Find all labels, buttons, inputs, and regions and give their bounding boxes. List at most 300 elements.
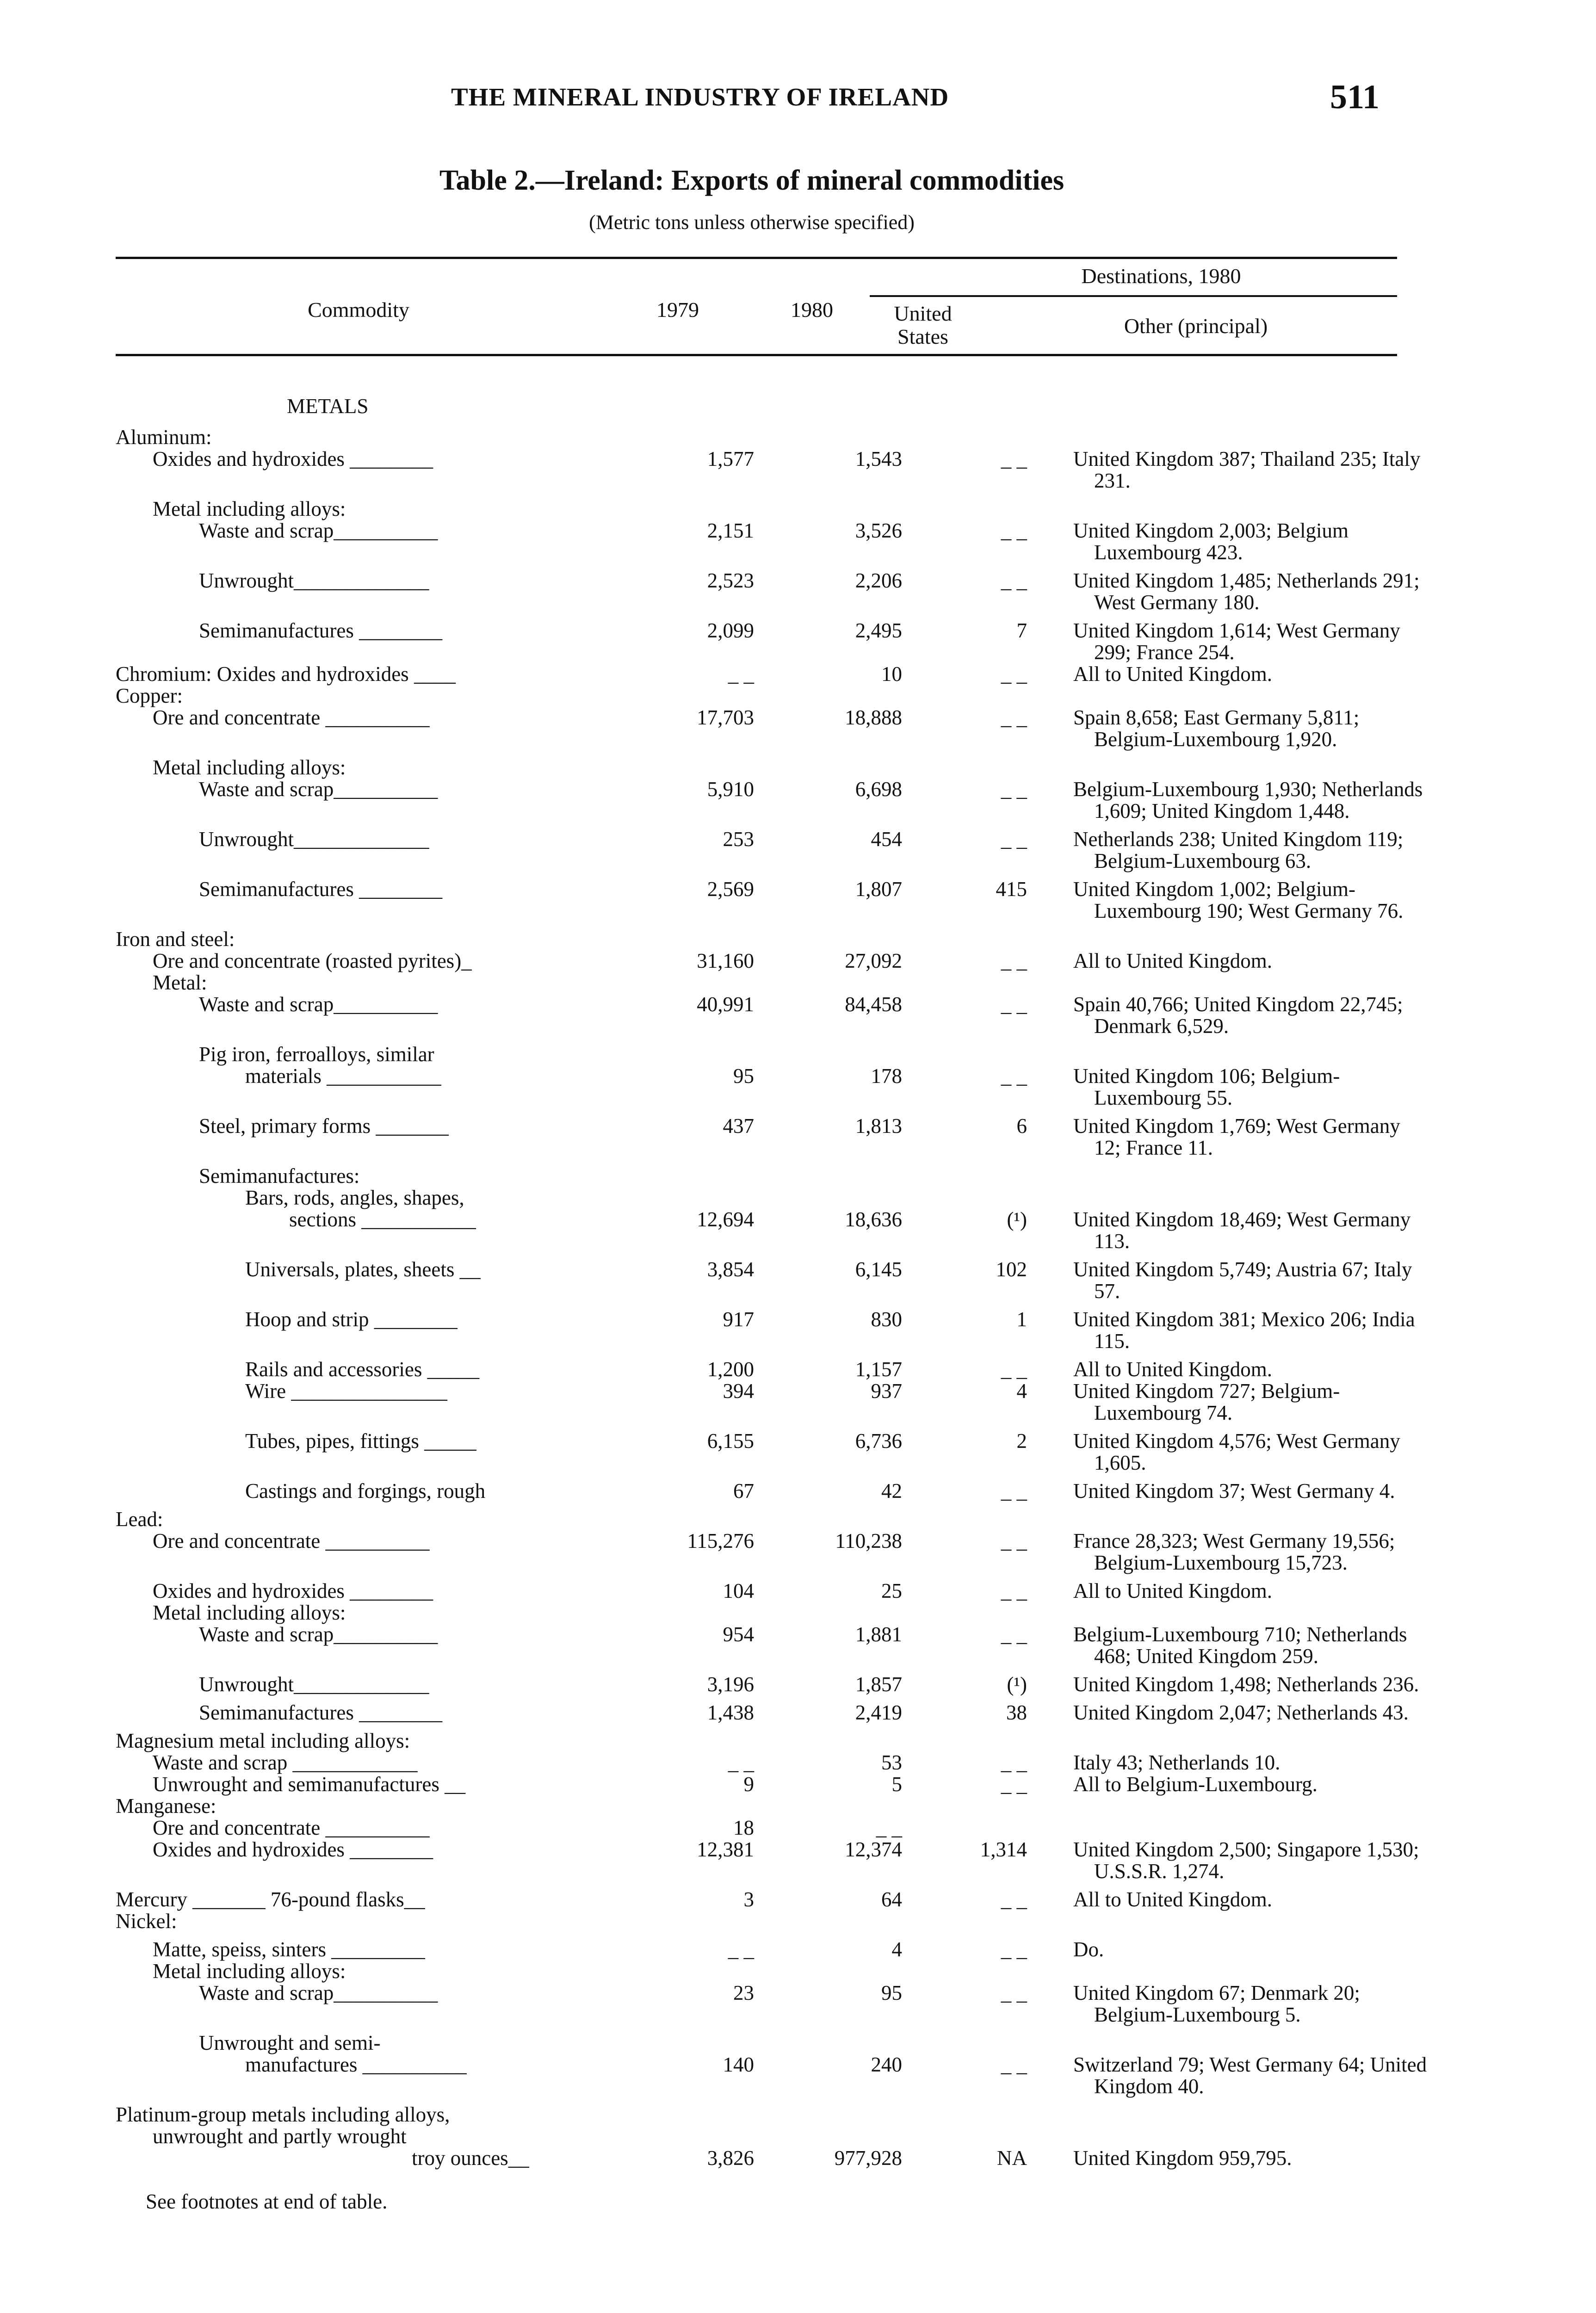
value-1980-cell [754, 620, 902, 663]
value-1980-cell [754, 2104, 902, 2126]
destination-text: United Kingdom 37; West Germany 4. [1073, 1479, 1395, 1503]
us-destination-cell [902, 950, 1039, 972]
value-1979-cell [601, 1065, 754, 1109]
us-destination-cell [902, 1044, 1039, 1065]
value-1980-cell [754, 950, 902, 972]
commodity-label: troy ounces__ [412, 2146, 529, 2170]
other-destinations-cell [1039, 2126, 1432, 2147]
value-text: 437 [723, 1114, 754, 1138]
table-row [116, 1730, 1432, 1752]
commodity-label: Waste and scrap__________ [199, 1623, 438, 1646]
value-text: _ _ [1001, 519, 1027, 542]
other-destinations-cell [1039, 2032, 1432, 2054]
value-text: 17,703 [697, 706, 754, 729]
us-destination-cell [902, 2032, 1039, 2054]
commodity-label: Pig iron, ferroalloys, similar [199, 1043, 434, 1066]
value-1980-cell [754, 928, 902, 950]
us-destination-cell [902, 1817, 1039, 1839]
commodity-cell [116, 1580, 601, 1602]
value-1980-cell [754, 1580, 902, 1602]
commodity-label: METALS [287, 395, 369, 418]
value-text: 18,888 [845, 706, 902, 729]
table-row [116, 1960, 1432, 1982]
commodity-label: Metal including alloys: [153, 1601, 346, 1624]
table-row [116, 994, 1432, 1037]
us-destination-cell [902, 2054, 1039, 2097]
value-text: 253 [723, 828, 754, 851]
table-row [116, 1530, 1432, 1574]
value-text: 9 [743, 1773, 754, 1796]
table-row [116, 928, 1432, 950]
destination-text: All to United Kingdom. [1073, 1888, 1272, 1911]
other-destinations-cell [1039, 1309, 1432, 1352]
us-destination-cell [902, 1982, 1039, 2026]
commodity-label: Nickel: [116, 1910, 177, 1933]
value-1979-cell [601, 448, 754, 492]
value-1979-cell [601, 1509, 754, 1530]
footnote-reference: See footnotes at end of table. [146, 2190, 388, 2213]
other-destinations-cell [1039, 1259, 1432, 1302]
destination-text: United Kingdom 1,614; West Germany 299; France 254. [1073, 619, 1400, 664]
value-1980-cell [754, 1115, 902, 1159]
value-text: 31,160 [697, 949, 754, 972]
commodity-cell [116, 1359, 601, 1380]
commodity-cell [116, 1889, 601, 1911]
destination-text: United Kingdom 4,576; West Germany 1,605. [1073, 1429, 1400, 1474]
us-destination-cell [902, 1430, 1039, 1474]
value-text: 6,698 [855, 778, 902, 801]
destination-text: United Kingdom 2,047; Netherlands 43. [1073, 1701, 1409, 1724]
running-head-title: THE MINERAL INDUSTRY OF IRELAND [451, 83, 949, 111]
commodity-label: Ore and concentrate (roasted pyrites)_ [153, 949, 472, 972]
other-destinations-cell [1039, 620, 1432, 663]
value-1980-cell [754, 829, 902, 872]
destination-text: All to United Kingdom. [1073, 949, 1272, 972]
commodity-cell [116, 1982, 601, 2026]
value-1979-cell [601, 950, 754, 972]
us-destination-cell [902, 1911, 1039, 1932]
other-destinations-cell [1039, 685, 1432, 707]
us-destination-cell [902, 1480, 1039, 1502]
us-destination-cell [902, 1309, 1039, 1352]
value-text: 1,314 [980, 1838, 1027, 1861]
value-1980-cell [754, 1730, 902, 1752]
other-destinations-cell [1039, 1530, 1432, 1574]
table-row [116, 1509, 1432, 1530]
commodity-label: Metal: [153, 971, 207, 994]
value-text: 40,991 [697, 993, 754, 1016]
value-text: 1 [1016, 1308, 1027, 1331]
value-text: 2,523 [707, 569, 754, 592]
us-destination-cell [902, 928, 1039, 950]
value-text: 67 [733, 1479, 754, 1503]
value-1979-cell [601, 1911, 754, 1932]
destination-text: Spain 8,658; East Germany 5,811; Belgium-Luxembourg 1,920. [1073, 706, 1360, 751]
us-destination-cell [902, 1624, 1039, 1667]
commodity-label: Semimanufactures ________ [199, 1701, 443, 1724]
us-destination-cell [902, 498, 1039, 520]
value-text: 178 [871, 1064, 902, 1088]
destination-text: United Kingdom 387; Thailand 235; Italy 231. [1073, 447, 1421, 492]
value-1979-cell [601, 384, 754, 427]
other-destinations-cell [1039, 1911, 1432, 1932]
commodity-label: Steel, primary forms _______ [199, 1114, 449, 1138]
value-1980-cell [754, 1674, 902, 1695]
us-destination-cell [902, 829, 1039, 872]
us-destination-cell [902, 2147, 1039, 2169]
other-destinations-cell [1039, 427, 1432, 448]
section-heading-row [116, 384, 1432, 427]
header-other: Other (principal) [1124, 314, 1268, 338]
destination-text: United Kingdom 1,485; Netherlands 291; West Germany 180. [1073, 569, 1420, 614]
other-destinations-cell [1039, 1430, 1432, 1474]
table-row [116, 1359, 1432, 1380]
us-destination-cell [902, 878, 1039, 922]
us-destination-cell [902, 972, 1039, 994]
value-1980-cell [754, 2032, 902, 2054]
other-destinations-cell [1039, 757, 1432, 779]
commodity-cell [116, 1624, 601, 1667]
value-1979-cell [601, 685, 754, 707]
table-row [116, 1380, 1432, 1424]
us-destination-cell [902, 1752, 1039, 1774]
value-text: 4 [1016, 1379, 1027, 1403]
other-destinations-cell [1039, 972, 1432, 994]
commodity-cell [116, 663, 601, 685]
commodity-cell [116, 2054, 601, 2097]
value-1979-cell [601, 1165, 754, 1187]
value-1979-cell [601, 1580, 754, 1602]
value-1979-cell [601, 1939, 754, 1960]
commodity-label: Bars, rods, angles, shapes, [245, 1186, 464, 1209]
other-destinations-cell [1039, 1730, 1432, 1752]
commodity-cell [116, 878, 601, 922]
table-row [116, 1187, 1432, 1209]
value-1979-cell [601, 2126, 754, 2147]
us-destination-cell [902, 1380, 1039, 1424]
commodity-cell [116, 950, 601, 972]
commodity-cell [116, 1702, 601, 1724]
value-text: 394 [723, 1379, 754, 1403]
value-1980-cell [754, 685, 902, 707]
value-1980-cell [754, 1065, 902, 1109]
value-1979-cell [601, 1530, 754, 1574]
commodity-label: Iron and steel: [116, 928, 235, 951]
other-destinations-cell [1039, 878, 1432, 922]
other-destinations-cell [1039, 779, 1432, 822]
other-destinations-cell [1039, 707, 1432, 750]
commodity-label: Oxides and hydroxides ________ [153, 1579, 433, 1602]
value-1979-cell [601, 1730, 754, 1752]
value-1980-cell [754, 1982, 902, 2026]
value-1979-cell [601, 1359, 754, 1380]
commodity-cell [116, 1795, 601, 1817]
commodity-cell [116, 685, 601, 707]
header-commodity: Commodity [308, 298, 409, 322]
header-1979: 1979 [656, 298, 699, 322]
us-destination-cell [902, 2104, 1039, 2126]
value-1979-cell [601, 994, 754, 1037]
table-row [116, 950, 1432, 972]
us-destination-cell [902, 1115, 1039, 1159]
us-destination-cell [902, 1939, 1039, 1960]
table-row [116, 2032, 1432, 2054]
value-1980-cell [754, 1839, 902, 1882]
commodity-cell [116, 2104, 601, 2126]
us-destination-cell [902, 1602, 1039, 1624]
value-text: 1,577 [707, 447, 754, 470]
other-destinations-cell [1039, 1044, 1432, 1065]
value-text: 18 [733, 1816, 754, 1839]
table-row [116, 498, 1432, 520]
destination-text: United Kingdom 1,498; Netherlands 236. [1073, 1673, 1419, 1696]
value-1980-cell [754, 779, 902, 822]
value-text: _ _ [1001, 2053, 1027, 2076]
value-1979-cell [601, 498, 754, 520]
value-1979-cell [601, 928, 754, 950]
value-1980-cell [754, 1209, 902, 1252]
commodity-cell [116, 1509, 601, 1530]
value-text: 415 [996, 878, 1027, 901]
value-1980-cell [754, 1259, 902, 1302]
value-text: 115,276 [687, 1529, 754, 1552]
other-destinations-cell [1039, 1939, 1432, 1960]
table-row [116, 1774, 1432, 1795]
value-text: 5 [891, 1773, 902, 1796]
value-1979-cell [601, 1259, 754, 1302]
table-row [116, 2147, 1432, 2169]
commodity-cell [116, 1939, 601, 1960]
commodity-label: Mercury _______ 76-pound flasks__ [116, 1888, 425, 1911]
value-1980-cell [754, 878, 902, 922]
commodity-cell [116, 1774, 601, 1795]
table-row [116, 1115, 1432, 1159]
row-spacer [116, 922, 1432, 928]
header-us-line2: States [897, 325, 948, 348]
commodity-cell [116, 1960, 601, 1982]
commodity-label: Wire _______________ [245, 1379, 447, 1403]
us-destination-cell [902, 1580, 1039, 1602]
commodity-cell [116, 1752, 601, 1774]
table-row [116, 1752, 1432, 1774]
commodity-label: Waste and scrap__________ [199, 778, 438, 801]
value-text: _ _ [1001, 1358, 1027, 1381]
table-row [116, 1602, 1432, 1624]
commodity-label: Unwrought and semi- [199, 2031, 381, 2054]
table-top-rule [116, 257, 1397, 259]
us-destination-cell [902, 1530, 1039, 1574]
value-text: 2,569 [707, 878, 754, 901]
table-row [116, 1209, 1432, 1252]
us-destination-cell [902, 384, 1039, 427]
other-destinations-cell [1039, 384, 1432, 427]
other-destinations-cell [1039, 950, 1432, 972]
commodity-label: Unwrought and semimanufactures __ [153, 1773, 466, 1796]
table-row [116, 1580, 1432, 1602]
value-1980-cell [754, 1480, 902, 1502]
commodity-label: Rails and accessories _____ [245, 1358, 480, 1381]
destination-text: United Kingdom 2,500; Singapore 1,530; U.S.S.R. 1,274. [1073, 1838, 1419, 1883]
value-text: _ _ [1001, 778, 1027, 801]
commodity-cell [116, 1839, 601, 1882]
other-destinations-cell [1039, 2147, 1432, 2169]
table-row [116, 1889, 1432, 1911]
value-text: (¹) [1007, 1673, 1027, 1696]
value-text: _ _ [1001, 1938, 1027, 1961]
table-subtitle: (Metric tons unless otherwise specified) [589, 211, 915, 234]
value-text: 454 [871, 828, 902, 851]
commodity-label: Platinum-group metals including alloys, [116, 2103, 450, 2126]
value-1980-cell [754, 1939, 902, 1960]
value-1979-cell [601, 1774, 754, 1795]
commodity-cell [116, 620, 601, 663]
value-text: 53 [881, 1751, 902, 1774]
value-1979-cell [601, 663, 754, 685]
table-row [116, 448, 1432, 492]
commodity-cell [116, 2147, 601, 2169]
other-destinations-cell [1039, 663, 1432, 685]
value-1979-cell [601, 1044, 754, 1065]
commodity-label: Unwrought_____________ [199, 828, 429, 851]
value-1980-cell [754, 972, 902, 994]
value-1980-cell [754, 1702, 902, 1724]
us-destination-cell [902, 1839, 1039, 1882]
value-text: 140 [723, 2053, 754, 2076]
commodity-cell [116, 1309, 601, 1352]
value-1980-cell [754, 2126, 902, 2147]
destination-text: United Kingdom 381; Mexico 206; India 115. [1073, 1308, 1415, 1353]
commodity-label: Ore and concentrate __________ [153, 1816, 430, 1839]
header-us-line1: United [894, 302, 952, 325]
value-text: 1,543 [855, 447, 902, 470]
value-text: _ _ [1001, 447, 1027, 470]
destination-text: All to United Kingdom. [1073, 662, 1272, 686]
us-destination-cell [902, 1889, 1039, 1911]
value-text: 6 [1016, 1114, 1027, 1138]
other-destinations-cell [1039, 1702, 1432, 1724]
other-destinations-cell [1039, 1889, 1432, 1911]
value-1980-cell [754, 1752, 902, 1774]
other-destinations-cell [1039, 1674, 1432, 1695]
commodity-cell [116, 520, 601, 563]
commodity-cell [116, 1259, 601, 1302]
value-text: 38 [1006, 1701, 1027, 1724]
value-text: 977,928 [834, 2146, 902, 2170]
other-destinations-cell [1039, 498, 1432, 520]
table-row [116, 1309, 1432, 1352]
other-destinations-cell [1039, 1380, 1432, 1424]
value-text: 104 [723, 1579, 754, 1602]
commodity-cell [116, 707, 601, 750]
value-text: _ _ [1001, 1064, 1027, 1088]
value-1979-cell [601, 2147, 754, 2169]
us-destination-cell [902, 1509, 1039, 1530]
commodity-label: Chromium: Oxides and hydroxides ____ [116, 662, 456, 686]
value-text: 937 [871, 1379, 902, 1403]
page-number: 511 [1330, 78, 1379, 116]
commodity-cell [116, 1730, 601, 1752]
value-text: 110,238 [835, 1529, 902, 1552]
value-1980-cell [754, 1530, 902, 1574]
commodity-label: Manganese: [116, 1794, 217, 1818]
us-destination-cell [902, 1730, 1039, 1752]
value-1980-cell [754, 1380, 902, 1424]
commodity-label: Aluminum: [116, 426, 212, 449]
table-row [116, 427, 1432, 448]
commodity-cell [116, 448, 601, 492]
commodity-cell [116, 1065, 601, 1109]
value-text: 2,099 [707, 619, 754, 642]
value-text: 12,381 [697, 1838, 754, 1861]
table-row [116, 1259, 1432, 1302]
value-1979-cell [601, 878, 754, 922]
value-text: _ _ [1001, 993, 1027, 1016]
value-1979-cell [601, 1982, 754, 2026]
commodity-label: Hoop and strip ________ [245, 1308, 458, 1331]
other-destinations-cell [1039, 994, 1432, 1037]
value-text: 2,419 [855, 1701, 902, 1724]
other-destinations-cell [1039, 1960, 1432, 1982]
us-destination-cell [902, 448, 1039, 492]
value-1979-cell [601, 1430, 754, 1474]
destination-text: United Kingdom 1,002; Belgium-Luxembourg 190; West Germany 76. [1073, 878, 1404, 922]
value-text: _ _ [1001, 1981, 1027, 2004]
destination-text: Italy 43; Netherlands 10. [1073, 1751, 1281, 1774]
value-text: 917 [723, 1308, 754, 1331]
commodity-cell [116, 1115, 601, 1159]
value-text: 1,813 [855, 1114, 902, 1138]
other-destinations-cell [1039, 1480, 1432, 1502]
value-text: 6,155 [707, 1429, 754, 1453]
value-1980-cell [754, 2054, 902, 2097]
value-1980-cell [754, 1430, 902, 1474]
value-text: _ _ [1001, 1479, 1027, 1503]
table-row [116, 1065, 1432, 1109]
value-1980-cell [754, 1817, 902, 1839]
destination-text: United Kingdom 18,469; West Germany 113. [1073, 1208, 1411, 1253]
value-1979-cell [601, 1702, 754, 1724]
value-1979-cell [601, 2104, 754, 2126]
commodity-label: Matte, speiss, sinters _________ [153, 1938, 425, 1961]
value-text: 3,854 [707, 1258, 754, 1281]
value-1980-cell [754, 384, 902, 427]
running-head [0, 78, 1596, 119]
value-1980-cell [754, 1889, 902, 1911]
value-text: 4 [891, 1938, 902, 1961]
commodity-label: Semimanufactures: [199, 1164, 360, 1187]
value-text: _ _ [876, 1816, 902, 1839]
value-text: 2,206 [855, 569, 902, 592]
value-text: _ _ [1001, 569, 1027, 592]
other-destinations-cell [1039, 829, 1432, 872]
value-1980-cell [754, 1795, 902, 1817]
commodity-cell [116, 427, 601, 448]
value-1979-cell [601, 1752, 754, 1774]
value-1980-cell [754, 757, 902, 779]
table-row [116, 685, 1432, 707]
destination-text: Belgium-Luxembourg 1,930; Netherlands 1,609; United Kingdom 1,448. [1073, 778, 1423, 823]
other-destinations-cell [1039, 928, 1432, 950]
value-1979-cell [601, 1209, 754, 1252]
value-1979-cell [601, 1674, 754, 1695]
value-1980-cell [754, 1624, 902, 1667]
header-1980: 1980 [791, 298, 833, 322]
value-text: _ _ [1001, 828, 1027, 851]
commodity-label: Semimanufactures ________ [199, 878, 443, 901]
us-destination-cell [902, 1795, 1039, 1817]
us-destination-cell [902, 1065, 1039, 1109]
us-destination-cell [902, 1187, 1039, 1209]
